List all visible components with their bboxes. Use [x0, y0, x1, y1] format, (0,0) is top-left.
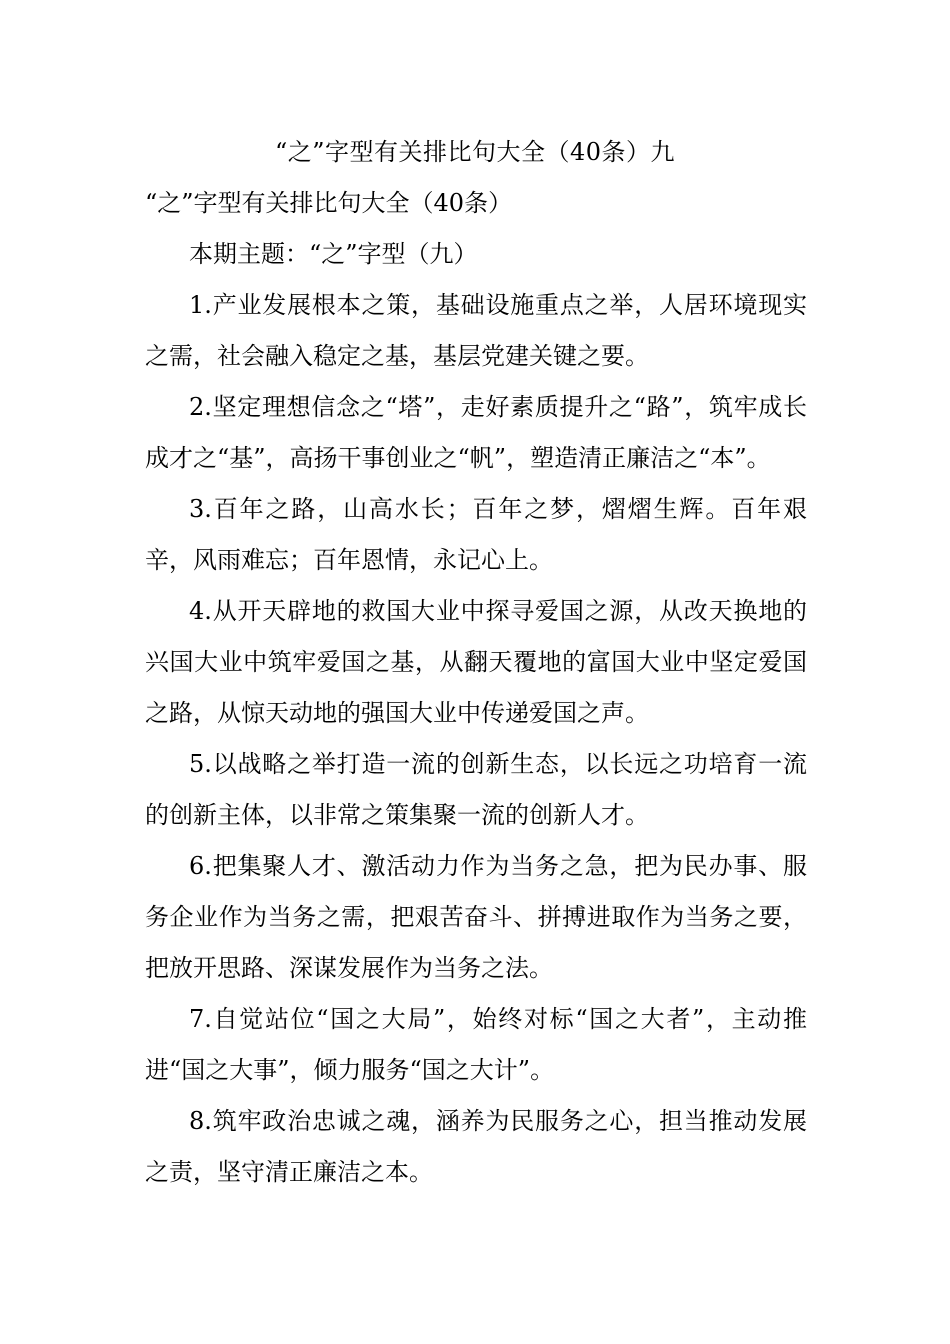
- list-item: 6.把集聚人才、激活动力作为当务之急，把为民办事、服务企业作为当务之需，把艰苦奋斗、拼搏进取作为当务之要，把放开思路、深谋发展作为当务之法。: [145, 852, 807, 982]
- list-item: 7.自觉站位“国之大局”，始终对标“国之大者”，主动推进“国之大事”，倾力服务“国之大计”。: [145, 1005, 807, 1084]
- document-body: [145, 178, 807, 1198]
- list-item: 4.从开天辟地的救国大业中探寻爱国之源，从改天换地的兴国大业中筑牢爱国之基，从翻天覆地的富国大业中坚定爱国之路，从惊天动地的强国大业中传递爱国之声。: [145, 597, 807, 727]
- list-item: 8.筑牢政治忠诚之魂，涵养为民服务之心，担当推动发展之责，坚守清正廉洁之本。: [145, 1107, 807, 1186]
- list-item: 3.百年之路，山高水长；百年之梦，熠熠生辉。百年艰辛，风雨难忘；百年恩情，永记心上。: [145, 495, 807, 574]
- list-item: 1.产业发展根本之策，基础设施重点之举，人居环境现实之需，社会融入稳定之基，基层党建关键之要。: [145, 291, 807, 370]
- list-item: 2.坚定理想信念之“塔”，走好素质提升之“路”，筑牢成长成才之“基”，高扬干事创业之“帆”，塑造清正廉洁之“本”。: [145, 393, 807, 472]
- document-subtitle: “之”字型有关排比句大全（40条）: [145, 189, 513, 217]
- document-title: “之”字型有关排比句大全（40条）九: [274, 138, 676, 166]
- theme-paragraph: 本期主题：“之”字型（九）: [189, 240, 478, 268]
- list-item: 5.以战略之举打造一流的创新生态，以长远之功培育一流的创新主体，以非常之策集聚一流的创新人才。: [145, 750, 807, 829]
